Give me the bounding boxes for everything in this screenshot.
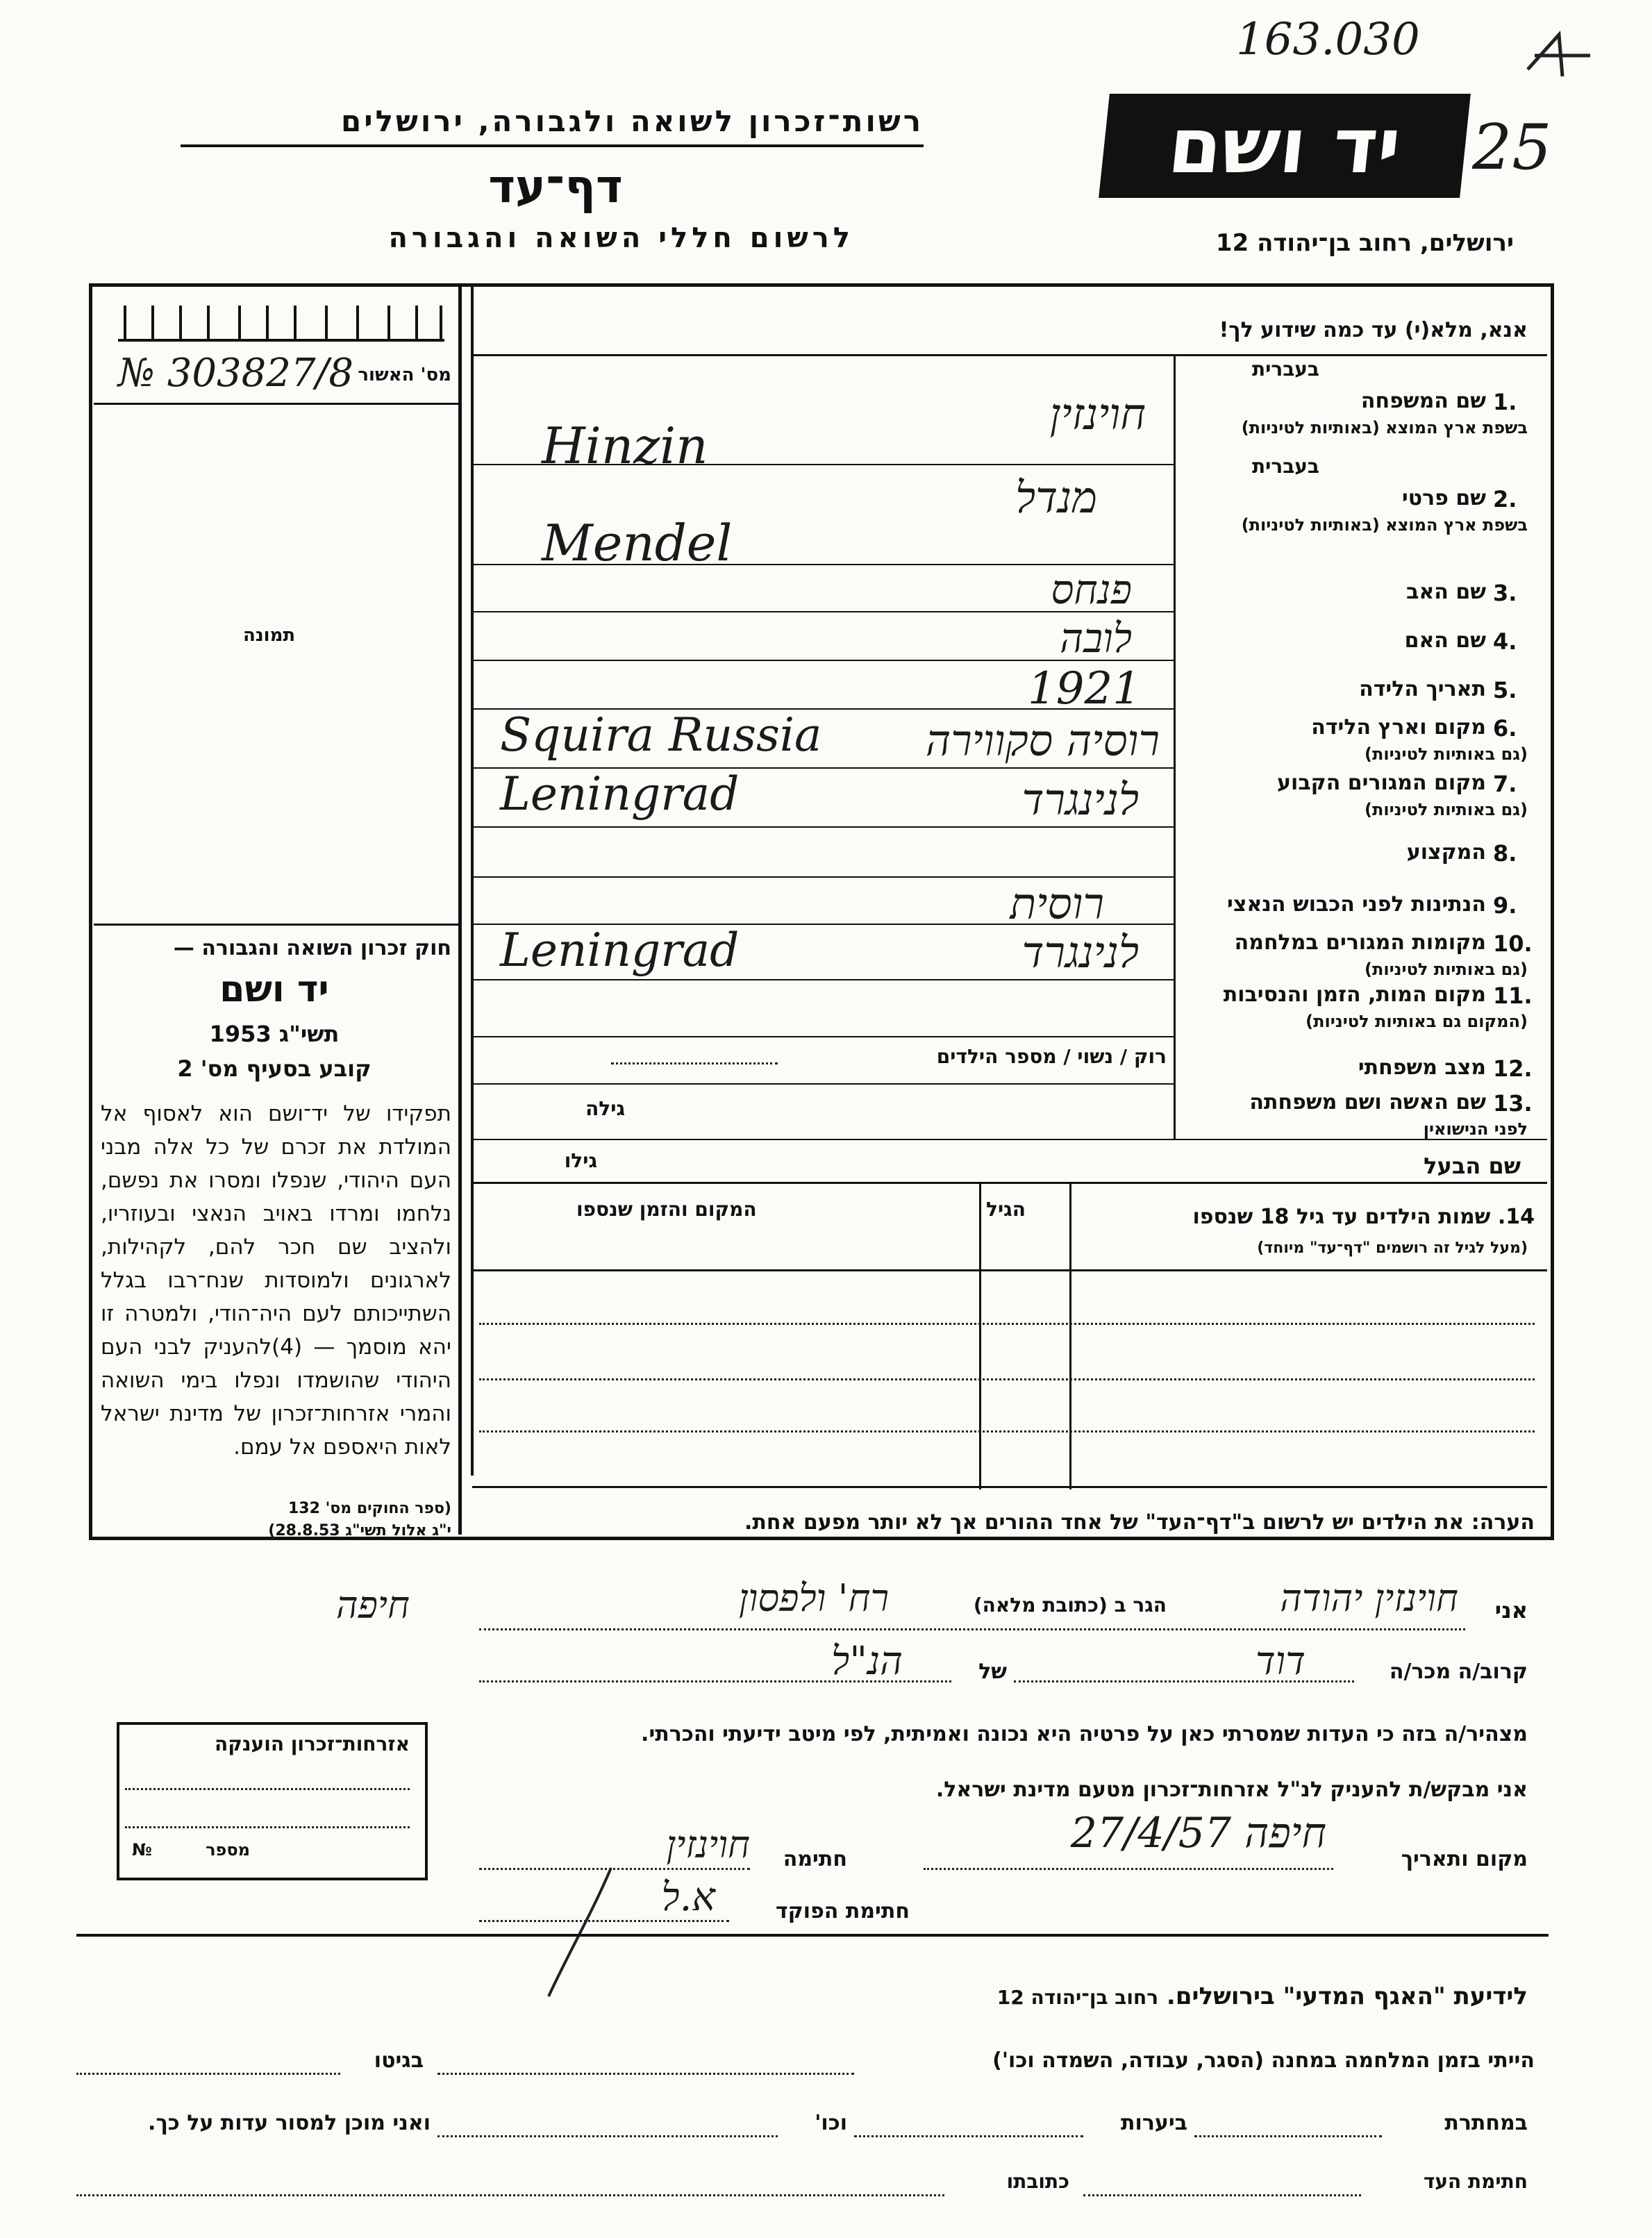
place-date-value: חיפה 27/4/57 <box>1070 1809 1326 1857</box>
footer-notice-address: רחוב בן־יהודה 12 <box>996 1986 1159 2009</box>
field-label: מקום וארץ הלידה <box>1311 715 1486 740</box>
field-label: שם פרטי <box>1401 486 1486 510</box>
field-number: 10. <box>1493 930 1533 957</box>
field-number: 9. <box>1493 892 1517 919</box>
field-hint: בעברית <box>1251 358 1319 381</box>
field-number: 13. <box>1493 1090 1533 1117</box>
field-label: הנתינות לפני הכבוש הנאצי <box>1227 892 1486 917</box>
field-label: מצב משפחתי <box>1358 1055 1486 1080</box>
field-label: המקצוע <box>1406 840 1486 865</box>
law-reference-2: י"ג אלול תשי"ג 28.8.53) <box>268 1522 451 1539</box>
of-label: של <box>978 1660 1007 1684</box>
field-sub: לפני הנישואין <box>1423 1119 1528 1139</box>
officer-signature-label: חתימת הפוקד <box>776 1899 910 1923</box>
form-title: דף־עד <box>488 160 623 213</box>
place-date-label: מקום ותאריך <box>1401 1847 1528 1871</box>
footer-line1-a: הייתי בזמן המלחמה במחנה (הסגר, עבודה, השמדה וכו') <box>992 2048 1535 2073</box>
law-reference-1: (ספר החוקים מס' 132 <box>287 1500 451 1517</box>
footer-line2-c: וכו' <box>815 2111 847 2135</box>
authority-name: רשות־זכרון לשואה ולגבורה, ירושלים <box>340 104 924 138</box>
footer-line2-a: במחתרת <box>1444 2111 1528 2135</box>
field-sub: בשפת ארץ המוצא (באותיות לטיניות) <box>1241 418 1528 437</box>
logo-text: יד ושם <box>1164 101 1405 190</box>
declarant-city: חיפה <box>335 1583 410 1627</box>
field-label: תאריך הלידה <box>1359 677 1486 701</box>
residence-latin: Leningrad <box>500 767 740 821</box>
firstname-latin: Mendel <box>542 514 733 572</box>
yad-vashem-logo <box>1099 94 1471 198</box>
husband-age-label: גילו <box>564 1149 597 1172</box>
relation-value: דוד <box>1255 1639 1305 1684</box>
husband-label: שם הבעל <box>1424 1153 1521 1179</box>
footer-line1-b: בגיטו <box>374 2048 424 2073</box>
signature-label: חתימה <box>783 1847 847 1871</box>
field-label: מקומות המגורים במלחמה <box>1234 930 1486 955</box>
form-subtitle: לרשום חללי השואה והגבורה <box>388 222 854 254</box>
law-name: יד ושם <box>219 969 329 1010</box>
field-sub: (המקום גם באותיות לטיניות) <box>1305 1012 1528 1031</box>
wartime-residence-latin: Leningrad <box>500 924 740 977</box>
of-value: הנ"ל <box>831 1639 903 1684</box>
field-number: 12. <box>1493 1055 1533 1082</box>
field-number: 2. <box>1493 486 1517 512</box>
birth-date: 1921 <box>1028 663 1141 715</box>
field-sub: (גם באותיות לטיניות) <box>1365 800 1528 819</box>
footer-line2-d: ואני מוכן למסור עדות על כך. <box>148 2111 431 2135</box>
marital-options: רוק / נשוי / מספר הילדים <box>936 1045 1167 1068</box>
field-label: שם האם <box>1404 628 1486 653</box>
footer-notice <box>486 1982 1528 2010</box>
law-title: חוק זכרון השואה והגבורה — <box>173 936 451 960</box>
registration-ticks <box>118 306 444 347</box>
citizenship-box-no-sign: № <box>132 1840 152 1860</box>
field-sub: בשפת ארץ המוצא (באותיות לטיניות) <box>1241 515 1528 535</box>
field-number: 4. <box>1493 628 1517 655</box>
birthplace-latin: Squira Russia <box>500 708 822 762</box>
field-number: 8. <box>1493 840 1517 867</box>
photo-label: תמונה <box>243 625 296 646</box>
note-text: את הילדים יש לרשום ב"דף־העד" של אחד ההורים אך לא יותר מפעם אחת. <box>744 1510 1465 1535</box>
field-number: 11. <box>1493 983 1533 1009</box>
mother-name: לובה <box>1060 615 1132 662</box>
declarant-name: חוינזין יהודה <box>1280 1576 1458 1620</box>
surname-latin: Hinzin <box>542 417 708 475</box>
law-clause: קובע בסעיף מס' 2 <box>177 1055 372 1082</box>
footer-line3-a: חתימת העד <box>1423 2170 1528 2193</box>
children-sub: (מעל לגיל זה רושמים "דף־עד" מיוחד) <box>1257 1239 1528 1257</box>
field-number: 7. <box>1493 771 1517 797</box>
field-hint: בעברית <box>1251 455 1319 478</box>
field-label: שם המשפחה <box>1360 389 1486 413</box>
children-place-column: המקום והזמן שנספו <box>576 1198 757 1221</box>
citizenship-box-title: אזרחות־זכרון הוענקה <box>215 1732 410 1755</box>
footer-line3-b: כתובתו <box>1006 2170 1069 2193</box>
corner-mark-icon <box>1521 28 1597 86</box>
declaration-text: מצהיר/ה בזה כי העדות שמסרתי כאן על פרטיה היא נכונה ואמיתית, לפי מיטב ידיעתי והכרתי. <box>641 1722 1528 1746</box>
registration-number: № 303827/8 <box>118 351 354 396</box>
wartime-residence-hebrew: לנינגרד <box>1021 927 1139 978</box>
corner-handwritten-mark: 25 <box>1472 111 1552 184</box>
field-number: 5. <box>1493 677 1517 703</box>
firstname-hebrew: מנדל <box>1015 472 1097 523</box>
surname-hebrew: חוינזין <box>1049 389 1146 440</box>
field-label: מקום המות, הזמן והנסיבות <box>1223 983 1486 1007</box>
footer-notice-title: לידיעת "האגף המדעי" בירושלים. <box>1166 1982 1528 2010</box>
law-text: תפקידו של יד־ושם הוא לאסוף אל המולדת את זכרם של כל אלה מבני העם היהודי, שנפלו ומסרו את נפשם, נלחמו ומרדו באויב הנאצי ובעוזריו, ולהציב שם חכר להם, לקהילות, לארגונים ולמוסדות שנח־רבו בגלל השתייכותם לעם היה־הודי, ולמטרה זו יהא מוסמך — (4)להעניק לבני העם היהודי שהושמדו ונפלו בימי השואה והמרי אזרחות־זכרון של מדינת ישראל לאות היאספם אל עמם. <box>101 1101 451 1460</box>
footer-line2-b: ביערות <box>1121 2111 1187 2135</box>
nationality: רוסית <box>1010 878 1104 929</box>
note <box>486 1510 1535 1535</box>
field-label: מקום המגורים הקבוע <box>1277 771 1486 795</box>
children-label: 14. שמות הילדים עד גיל 18 שנספו <box>1192 1205 1535 1229</box>
form-intro: אנא, מלא(י) עד כמה שידוע לך! <box>1219 318 1528 342</box>
registration-label: מס' האשור <box>358 365 451 385</box>
citizenship-box-number: מספר <box>206 1840 250 1860</box>
header-address: ירושלים, רחוב בן־יהודה 12 <box>1215 229 1514 257</box>
father-name: פנחס <box>1051 566 1132 613</box>
signature-stroke-icon <box>542 1861 625 2003</box>
field-number: 6. <box>1493 715 1517 742</box>
wife-age-label: גילה <box>585 1097 625 1120</box>
note-label: הערה: <box>1471 1510 1535 1535</box>
children-age-column: הגיל <box>986 1198 1026 1221</box>
field-sub: (גם באותיות לטיניות) <box>1365 960 1528 979</box>
field-label: שם האב <box>1406 580 1486 604</box>
officer-signature-value: א.ל <box>661 1875 715 1920</box>
request-text: אני מבקש/ת להעניק לנ"ל אזרחות־זכרון מטעם מדינת ישראל. <box>935 1778 1528 1802</box>
archive-number: 163.030 <box>1236 14 1420 65</box>
residence-hebrew: לנינגרד <box>1021 774 1139 825</box>
resident-label: הגר ב (כתובת מלאה) <box>973 1594 1167 1617</box>
field-number: 3. <box>1493 580 1517 606</box>
law-year: תשי"ג 1953 <box>209 1021 340 1047</box>
field-sub: (גם באותיות לטיניות) <box>1365 744 1528 764</box>
declaration-i-label: אני <box>1494 1597 1528 1623</box>
relative-label: קרוב/ה מכר/ה <box>1389 1660 1528 1684</box>
birthplace-hebrew: רוסיה סקווירה <box>925 715 1160 766</box>
field-number: 1. <box>1493 389 1517 415</box>
declarant-address: רח' ולפסון <box>738 1576 889 1620</box>
signature-value: חוינזין <box>666 1823 750 1867</box>
field-label: שם האשה ושם משפחתה <box>1249 1090 1486 1114</box>
